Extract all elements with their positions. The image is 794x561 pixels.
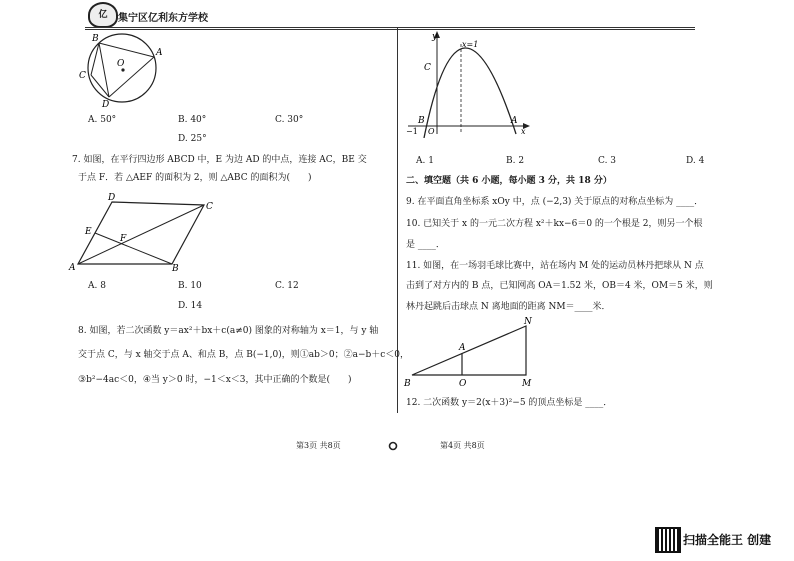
footer-page-right: 第4页 共8页 (440, 441, 485, 450)
q6-chord-ba (99, 43, 154, 57)
q9-text: 9. 在平面直角坐标系 xOy 中，点 (−2,3) 关于原点的对称点坐标为 ____． (406, 197, 704, 207)
q12-text: 12. 二次函数 y＝2(x＋3)²−5 的顶点坐标是 ____． (406, 398, 613, 408)
q8-option-b: B. 2 (506, 156, 525, 166)
graph-label-axis: x=1 (462, 40, 479, 49)
q6-option-a: A. 50° (88, 115, 117, 125)
q7-label-e: E (85, 227, 92, 237)
q8-option-d: D. 4 (686, 156, 705, 166)
q11-label-m: M (522, 379, 532, 388)
q6-label-a: A (156, 48, 163, 58)
header-rule-2 (85, 29, 695, 30)
q7-parallelogram-figure (66, 192, 226, 272)
q6-label-d: D (102, 100, 110, 110)
q11-text-line3: 林丹起跳后击球点 N 离地面的距离 NM＝____米． (406, 302, 611, 312)
q8-option-c: C. 3 (598, 156, 617, 166)
q6-option-b: B. 40° (178, 115, 207, 125)
school-logo (88, 2, 118, 28)
q6-label-c: C (79, 71, 86, 81)
q6-option-d: D. 25° (178, 134, 207, 144)
header-rule (85, 27, 695, 28)
q6-label-b: B (92, 34, 99, 44)
q11-triangle (412, 326, 526, 375)
q7-text-line2: 于点 F．若 △AEF 的面积为 2，则 △ABC 的面积为( ) (78, 173, 312, 183)
qr-code-icon (655, 527, 681, 553)
q6-chord-bd (99, 43, 109, 97)
q11-text-line1: 11. 如图，在一场羽毛球比赛中，站在场内 M 处的运动员林丹把球从 N 点 (406, 261, 704, 271)
binding-hole-icon (387, 440, 399, 452)
q8-text-line3: ③b²−4ac＜0，④当 y＞0 时，−1＜x＜3，其中正确的个数是( ) (78, 375, 352, 385)
graph-label-b: B (418, 116, 425, 126)
graph-label-minus1: −1 (406, 127, 418, 136)
q7-option-b: B. 10 (178, 281, 202, 291)
q11-text-line2: 击到了对方内的 B 点，已知网高 OA＝1.52 米，OB＝4 米，OM＝5 米，则 (406, 281, 713, 291)
q7-label-b: B (172, 264, 179, 272)
q6-circle-figure (70, 30, 170, 110)
footer-page-left: 第3页 共8页 (296, 441, 341, 450)
scanner-brand: 扫描全能王 创建 (683, 533, 772, 547)
school-logo-text: 亿 (98, 10, 108, 20)
graph-label-c: C (424, 63, 431, 73)
graph-label-a: A (511, 116, 518, 126)
q10-text-line2: 是 ____． (406, 240, 445, 250)
q6-label-o: O (117, 59, 125, 69)
q7-label-c: C (206, 202, 213, 212)
q11-label-a: A (459, 343, 466, 353)
q8-option-a: A. 1 (416, 156, 434, 166)
q8-text-line2: 交于点 C，与 x 轴交于点 A、和点 B，点 B(−1,0)，则①ab＞0；②a−b＋c＜0， (78, 350, 410, 360)
school-name: 集宁区亿利东方学校 (118, 13, 208, 24)
q7-option-a: A. 8 (88, 281, 106, 291)
q11-label-o: O (459, 379, 467, 388)
graph-label-o: O (428, 127, 435, 136)
q11-label-b: B (404, 379, 411, 388)
graph-label-y: y (432, 32, 438, 42)
parabola-curve (424, 48, 516, 138)
q7-text-line1: 7. 如图，在平行四边形 ABCD 中，E 为边 AD 的中点，连接 AC，BE 交 (72, 155, 367, 165)
q8-text-line1: 8. 如图，若二次函数 y＝ax²＋bx＋c(a≠0) 图象的对称轴为 x＝1，与 y 轴 (78, 326, 379, 336)
section-fill-blank: 二、填空题（共 6 小题，每小题 3 分，共 18 分） (406, 176, 612, 186)
q7-diagonal-ac (78, 205, 204, 264)
graph-label-x: x (521, 127, 526, 136)
q7-label-f: F (120, 234, 127, 244)
q7-label-d: D (108, 193, 116, 203)
q11-triangle-figure (400, 316, 550, 388)
q7-label-a: A (69, 263, 76, 272)
q11-label-n: N (524, 317, 532, 327)
q7-option-d: D. 14 (178, 301, 203, 311)
q7-option-c: C. 12 (275, 281, 299, 291)
q8-parabola-graph (404, 30, 534, 138)
q6-option-c: C. 30° (275, 115, 304, 125)
q10-text-line1: 10. 已知关于 x 的一元二次方程 x²＋kx−6＝0 的一个根是 2，则另一个根 (406, 219, 703, 229)
